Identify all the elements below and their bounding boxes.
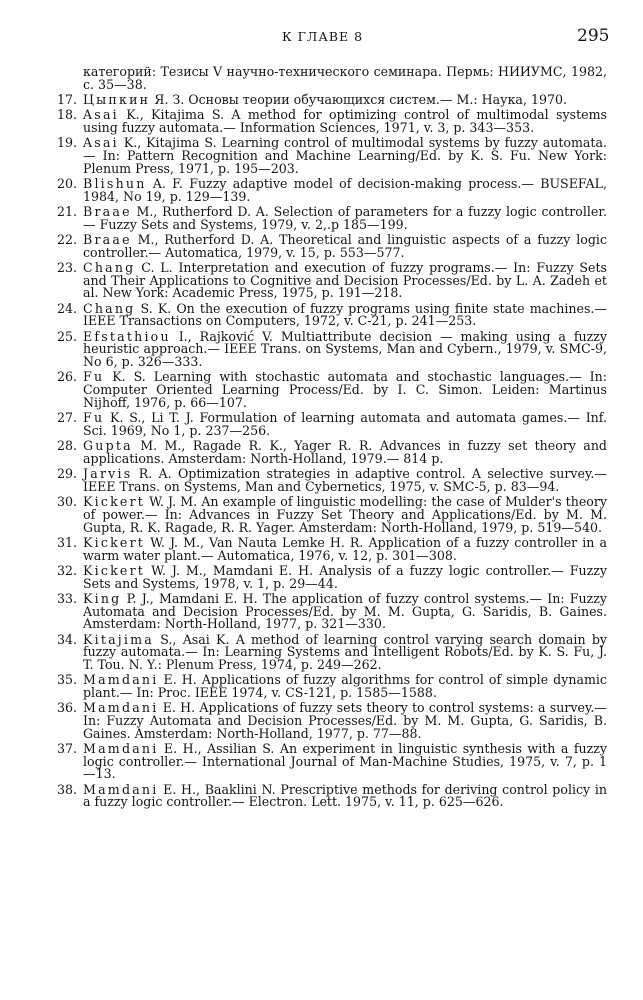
reference-text: I., Rajković V. Multiattribute decision — making using a fuzzy heuristic approach.— IEEE Trans. on Systems, Man and Cybern., 1979, v. SMC-9, No 6, p. 326—333. [83, 328, 607, 370]
reference-text: K., Kitajima S. A method for optimizing control of multimodal systems using fuzzy automata.— Information Sciences, 1971, v. 3, p. 343—353. [83, 107, 607, 135]
reference-author: Mamdani [83, 740, 159, 756]
reference-item [57, 178, 607, 203]
reference-text: E. H., Baaklini N. Prescriptive methods for deriving control policy in a fuzzy logic controller.— Electron. Lett. 1975, v. 11, p. 625—626. [83, 781, 607, 810]
reference-number: 36. [57, 700, 78, 716]
reference-author: Braae [83, 204, 132, 219]
reference-item [57, 262, 607, 300]
page-number: 295 [577, 26, 610, 46]
reference-number: 21. [57, 204, 78, 219]
reference-text: S. K. On the execution of fuzzy programs using finite state machines.— IEEE Transactions on Computers, 1972, v. C-21, p. 241—253. [83, 300, 607, 329]
reference-item [57, 440, 607, 465]
reference-item [57, 534, 607, 563]
reference-number: 28. [57, 438, 78, 454]
reference-item [57, 94, 607, 107]
running-head [0, 26, 643, 50]
reference-author: Цыпкин [83, 92, 151, 107]
reference-number: 37. [57, 740, 78, 756]
reference-text: K. S., Li T. J. Formulation of learning automata and automata games.— Inf. Sci. 1969, No 1, p. 237—256. [83, 410, 607, 438]
reference-item [57, 674, 607, 699]
reference-number: 33. [57, 590, 78, 606]
reference-number: 34. [57, 631, 78, 647]
reference-text: C. L. Interpretation and execution of fuzzy programs.— In: Fuzzy Sets and Their Applications to Cognitive and Decision Processes/Ed. by L. A. Zadeh et al. New York: Academic Press, 1975, p. 191—218. [83, 260, 607, 301]
reference-number: 17. [57, 92, 78, 107]
reference-author: Fu [83, 369, 105, 385]
reference-number: 35. [57, 672, 78, 688]
reference-text: M., Rutherford D. A. Selection of parameters for a fuzzy logic controller.— Fuzzy Sets and Systems, 1979, v. 2,.p 185—199. [83, 204, 607, 232]
reference-item [57, 590, 607, 632]
reference-author: Efstathiou [83, 328, 171, 344]
reference-item [57, 234, 607, 259]
reference-author: Kitajima [83, 631, 154, 647]
reference-number: 30. [57, 494, 78, 510]
reference-item [57, 562, 607, 591]
reference-text: E. H., Assilian S. An experiment in linguistic synthesis with a fuzzy logic controller.— International Journal of Man-Machine Studies, 1975, v. 7, p. 1—13. [83, 740, 607, 782]
reference-author: Gupta [83, 438, 133, 454]
reference-text: A. F. Fuzzy adaptive model of decision-making process.— BUSEFAL, 1984, No 19, p. 129—139. [83, 176, 607, 204]
reference-author: Fu [83, 410, 105, 426]
chapter-heading: К ГЛАВЕ 8 [282, 29, 364, 44]
reference-item [57, 137, 607, 175]
reference-author: Blishun [83, 176, 147, 191]
reference-number: 32. [57, 562, 78, 578]
reference-author: Mamdani [83, 700, 159, 716]
reference-item [57, 300, 607, 329]
reference-number: 38. [57, 781, 78, 797]
reference-number: 29. [57, 466, 78, 482]
reference-author: Chang [83, 260, 136, 275]
reference-text: K. S. Learning with stochastic automata and stochastic languages.— In: Computer Oriented Learning Process/Ed. by I. C. Simon. Leiden: Martinus Nijhoff, 1976, p. 66—107. [83, 369, 607, 410]
reference-number: 23. [57, 260, 78, 275]
reference-text: R. A. Optimization strategies in adaptive control. A selective survey.— IEEE Trans. on Systems, Man and Cybernetics, 1975, v. SMC-5, p. 83—94. [83, 466, 607, 494]
reference-author: Kickert [83, 494, 146, 510]
reference-author: Chang [83, 300, 136, 316]
reference-author: Jarvis [83, 466, 133, 482]
reference-number: 25. [57, 328, 78, 344]
reference-item [57, 109, 607, 134]
reference-text: E. H. Applications of fuzzy algorithms for control of simple dynamic plant.— In: Proc. IEEE 1974, v. CS-121, p. 1585—1588. [83, 672, 607, 700]
reference-item [57, 206, 607, 231]
reference-text: M. M., Ragade R. K., Yager R. R. Advances in fuzzy set theory and applications. Amsterdam: North-Holland, 1979.— 814 p. [83, 438, 607, 466]
reference-item [57, 328, 607, 370]
reference-number: 22. [57, 232, 78, 247]
reference-text: K., Kitajima S. Learning control of multimodal systems by fuzzy automata.— In: Pattern Recognition and Machine Learning/Ed. by K. S. Fu. New York: Plenum Press, 1971, p. 195—203. [83, 135, 607, 176]
reference-author: Asai [83, 135, 119, 151]
reference-author: Kickert [83, 562, 146, 578]
reference-number: 31. [57, 534, 78, 550]
reference-author: King [83, 590, 122, 606]
reference-item [57, 631, 607, 672]
reference-number: 19. [57, 135, 78, 151]
reference-item [57, 468, 607, 493]
reference-entries [57, 94, 607, 809]
reference-author: Mamdani [83, 672, 159, 688]
reference-text: S., Asai K. A method of learning control varying search domain by fuzzy automata.— In: Learning Systems and Intelligent Robots/Ed. by K. S. Fu, J. T. Tou. N. Y.: Plenum Press, 1974, p. 249—262. [83, 631, 607, 672]
reference-number: 26. [57, 369, 78, 385]
reference-list [57, 66, 607, 812]
reference-text: E. H. Applications of fuzzy sets theory to control systems: a survey.— In: Fuzzy Automata and Decision Processes/Ed. by M. M. Gupta, G. Saridis, B. Gaines. Amsterdam: North-Holland, 1977, p. 77—88. [83, 700, 607, 741]
reference-number: 18. [57, 107, 78, 123]
reference-item [57, 412, 607, 437]
reference-text: W. J. M. An example of linguistic modelling: the case of Mulder's theory of power.— In: Advances in Fuzzy Set Theory and Applications/Ed. by M. M. Gupta, R. K. Ragade, R. R. Yager. Amsterdam: North-Holland, 1979, p. 519—540. [83, 494, 607, 535]
reference-continuation: категорий: Тезисы V научно-технического семинара. Пермь: НИИУМС, 1982, с. 35—38. [83, 64, 607, 92]
reference-text: M., Rutherford D. A. Theoretical and linguistic aspects of a fuzzy logic controller.— Automatica, 1979, v. 15, p. 553—577. [83, 232, 607, 260]
reference-text: P. J., Mamdani E. H. The application of fuzzy control systems.— In: Fuzzy Automata and Decision Processes/Ed. by M. M. Gupta, G. Saridis, B. Gaines. Amsterdam: North-Holland, 1977, p. 321—330. [83, 590, 607, 632]
reference-number: 24. [57, 300, 78, 316]
reference-text: W. J. M., Van Nauta Lemke H. R. Application of a fuzzy controller in a warm water plant.— Automatica, 1976, v. 12, p. 301—308. [83, 534, 607, 563]
reference-item [57, 496, 607, 534]
reference-author: Braae [83, 232, 132, 247]
reference-author: Asai [83, 107, 119, 123]
reference-number: 27. [57, 410, 78, 426]
reference-item [57, 781, 607, 810]
reference-text: Я. З. Основы теории обучающихся систем.— М.: Наука, 1970. [150, 92, 568, 107]
reference-author: Mamdani [83, 781, 159, 797]
reference-text: W. J. M., Mamdani E. H. Analysis of a fuzzy logic controller.— Fuzzy Sets and Systems, 1978, v. 1, p. 29—44. [83, 562, 607, 591]
reference-item [57, 740, 607, 782]
reference-item [57, 371, 607, 409]
reference-item [57, 702, 607, 740]
reference-author: Kickert [83, 534, 146, 550]
reference-number: 20. [57, 176, 78, 191]
